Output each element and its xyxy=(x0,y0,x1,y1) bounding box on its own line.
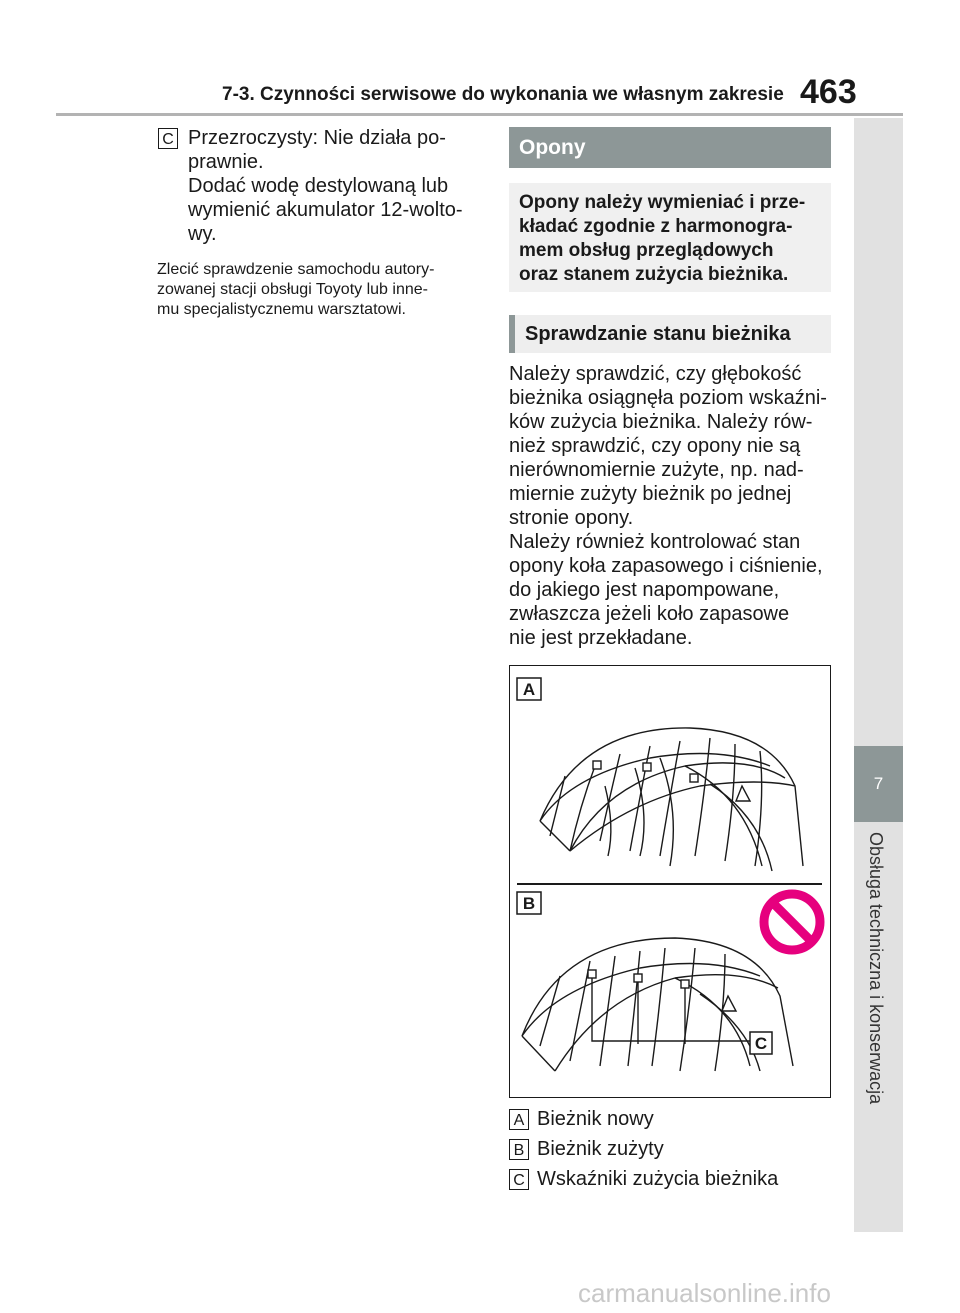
body-line: zwłaszcza jeżeli koło zapasowe xyxy=(509,603,790,625)
new-tire-icon xyxy=(540,728,803,871)
chapter-title-tab xyxy=(854,822,903,1232)
intro-line: kładać zgodnie z harmonogra- xyxy=(519,216,793,237)
subsection-title: Sprawdzanie stanu bieżnika xyxy=(509,315,831,353)
body-line: nież sprawdzić, czy opony nie są xyxy=(509,435,801,457)
text-line: Dodać wodę destylowaną lub xyxy=(188,175,449,197)
legend-item-b xyxy=(509,1138,664,1161)
side-tab-top xyxy=(854,118,903,746)
watermark: carmanualsonline.info xyxy=(578,1278,831,1308)
body-line: bieżnika osiągnęła poziom wskaźni- xyxy=(509,387,827,409)
intro-line: mem obsług przeglądowych xyxy=(519,240,774,261)
legend-text: Bieżnik zużyty xyxy=(537,1138,664,1161)
body-line: Należy również kontrolować stan xyxy=(509,531,801,553)
text-line: prawnie. xyxy=(188,151,264,173)
tread-figure xyxy=(509,665,831,1098)
legend-badge: A xyxy=(509,1109,529,1130)
body-line: nierównomiernie zużyte, np. nad- xyxy=(509,459,804,481)
note-line: mu specjalistycznemu warsztatowi. xyxy=(157,301,406,318)
label-c: C xyxy=(754,1034,768,1053)
note-line: Zlecić sprawdzenie samochodu autory- xyxy=(157,261,435,278)
section-title: Opony xyxy=(509,127,831,168)
body-line: miernie zużyty bieżnik po jednej xyxy=(509,483,792,505)
prohibited-icon xyxy=(764,894,820,950)
body-line: stronie opony. xyxy=(509,507,634,529)
text-line: wy. xyxy=(188,223,217,245)
legend-badge: C xyxy=(509,1169,529,1190)
body-line: ków zużycia bieżnika. Należy rów- xyxy=(509,411,813,433)
legend-text: Wskaźniki zużycia bieżnika xyxy=(537,1168,779,1191)
legend-item-a xyxy=(509,1108,654,1131)
page-number: 463 xyxy=(800,73,857,111)
running-header-title: 7-3. Czynności serwisowe do wykonania we własnym zakresie xyxy=(222,84,784,105)
header-divider xyxy=(56,113,903,116)
body-line: Należy sprawdzić, czy głębokość xyxy=(509,363,802,385)
intro-line: oraz stanem zużycia bieżnika. xyxy=(519,264,789,285)
body-line: do jakiego jest napompowane, xyxy=(509,579,780,601)
chapter-number-tab[interactable]: 7 xyxy=(854,746,903,822)
chapter-title: Obsługa techniczna i konserwacja xyxy=(866,832,886,1105)
text-line: Przezroczysty: Nie działa po- xyxy=(188,127,446,149)
label-b: B xyxy=(522,894,536,913)
legend-badge: B xyxy=(509,1139,529,1160)
tire-illustration xyxy=(510,666,829,1096)
intro-box xyxy=(509,183,831,292)
body-line: opony koła zapasowego i ciśnienie, xyxy=(509,555,823,577)
legend-item-c xyxy=(509,1168,778,1191)
left-paragraph xyxy=(188,126,468,246)
text-line: wymienić akumulator 12-wolto- xyxy=(188,199,463,221)
badge-c: C xyxy=(158,128,178,149)
legend-text: Bieżnik nowy xyxy=(537,1108,654,1131)
body-paragraph xyxy=(509,362,839,650)
body-line: nie jest przekładane. xyxy=(509,627,693,649)
service-note xyxy=(157,260,477,320)
label-a: A xyxy=(522,680,536,699)
note-line: zowanej stacji obsługi Toyoty lub inne- xyxy=(157,281,428,298)
intro-line: Opony należy wymieniać i prze- xyxy=(519,192,806,213)
